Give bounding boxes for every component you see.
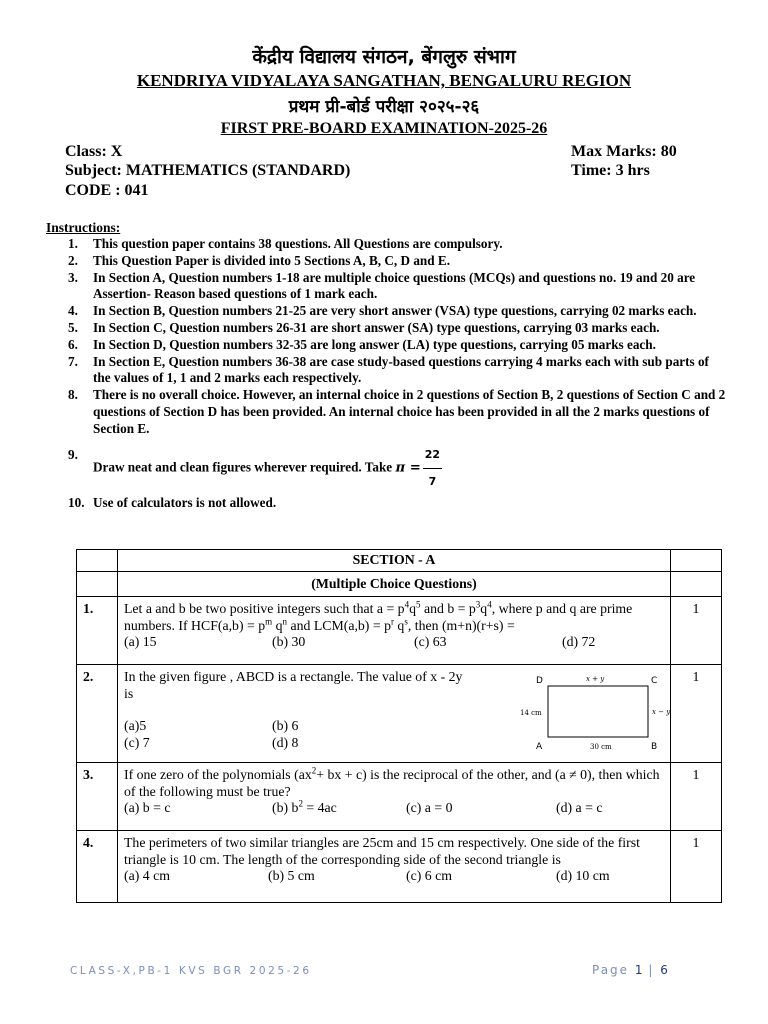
- instruction-text: In Section E, Question numbers 36-38 are case study-based questions carrying 4 marks each with sub parts of the values of 1, 1 and 2 marks each respectively.: [93, 353, 709, 386]
- section-subtitle-row: [77, 571, 722, 597]
- footer-page-indicator: [592, 963, 668, 977]
- instruction-text: In Section D, Question numbers 32-35 are long answer (LA) type questions, carrying 05 marks each.: [93, 336, 656, 352]
- instruction-text: In Section C, Question numbers 26-31 are short answer (SA) type questions, carrying 03 marks each.: [93, 319, 660, 335]
- instruction-text: This Question Paper is divided into 5 Sections A, B, C, D and E.: [93, 252, 450, 268]
- instruction-text: There is no overall choice. However, an internal choice in 2 questions of Section B, 2 questions of Section C and 2 questions of Section D has been provided. An internal choice has been provided in all the 2 marks questions of Section E.: [93, 387, 726, 436]
- empty-cell: [671, 571, 722, 597]
- top-side-label: x + y: [586, 675, 605, 683]
- option-a: (a) b = c: [124, 800, 171, 815]
- question-number: 4.: [77, 831, 118, 903]
- pi-fraction: [423, 442, 442, 495]
- option-a: (a) 4 cm: [124, 868, 170, 883]
- time-label: Time: 3 hrs: [571, 162, 650, 179]
- instruction-text: This question paper contains 38 questions. All Questions are compulsory.: [93, 236, 503, 251]
- footer-class-label: CLASS-X,PB-1 KVS BGR 2025-26: [70, 965, 312, 977]
- instruction-text: In Section A, Question numbers 1-18 are multiple choice questions (MCQs) and questions no. 19 and 20 are Assertion- Reason based questions of 1 mark each.: [93, 269, 696, 302]
- option-b: (b) 5 cm: [268, 868, 315, 883]
- question-row: [77, 763, 722, 831]
- instruction-number: 8.: [68, 387, 78, 403]
- instruction-text: Use of calculators is not allowed.: [93, 494, 277, 510]
- question-number: 3.: [77, 763, 118, 831]
- question-marks: 1: [671, 597, 722, 665]
- instruction-item: [46, 320, 726, 337]
- vertex-b: B: [651, 742, 658, 752]
- instructions-list: [46, 236, 726, 511]
- instruction-number: 3.: [68, 269, 78, 285]
- option-c: (c) 7: [124, 734, 150, 750]
- question-body: [118, 763, 671, 831]
- left-side-label: 14 cm: [520, 709, 542, 717]
- empty-cell: [671, 550, 722, 572]
- instruction-item: [46, 270, 726, 304]
- rectangle-figure: [516, 669, 686, 759]
- question-text: The perimeters of two similar triangles are 25cm and 15 cm respectively. One side of the first triangle is 10 cm. The length of the corresponding side of the second triangle is: [124, 835, 640, 867]
- max-marks-label: Max Marks: 80: [571, 143, 677, 160]
- vertex-d: D: [536, 676, 543, 686]
- option-d: (d) 10 cm: [556, 868, 610, 883]
- vertex-a: A: [536, 742, 543, 752]
- question-body: [118, 665, 671, 763]
- instruction-number: 6.: [68, 336, 78, 352]
- instruction-item: [46, 253, 726, 270]
- instruction-number: 1.: [68, 236, 78, 251]
- option-c: (c) a = 0: [406, 800, 453, 815]
- options: [124, 634, 664, 651]
- subject-label: Subject: MATHEMATICS (STANDARD): [65, 162, 351, 179]
- instruction-item: [46, 387, 726, 437]
- option-d: (d) a = c: [556, 800, 603, 815]
- fraction-denominator: 7: [428, 474, 437, 488]
- question-row: [77, 831, 722, 903]
- org-title: KENDRIYA VIDYALAYA SANGATHAN, BENGALURU REGION: [136, 71, 632, 90]
- instructions-heading: Instructions:: [46, 220, 121, 235]
- question-row: [77, 597, 722, 665]
- question-row: [77, 665, 722, 763]
- empty-cell: [77, 571, 118, 597]
- page-number: 1: [634, 963, 643, 977]
- option-c: (c) 63: [414, 634, 447, 649]
- option-b: (b) 6: [272, 718, 299, 733]
- questions-table: [76, 549, 722, 903]
- question-text: Let a and b be two positive integers such that $a = p^4q^5$ and $b = p^3q^4$, where p and q are prime numbers. If $HCF(a,b) = p^m$ $q^n$ and $LCM(a,b) = p^r$ $q^s$, then (m+n)(r+s) =: [124, 599, 633, 633]
- question-number: 1.: [77, 597, 118, 665]
- section-title: SECTION - A: [118, 550, 671, 572]
- option-c: (c) 6 cm: [406, 868, 452, 883]
- instruction-number: 4.: [68, 303, 78, 319]
- question-text: If one zero of the polynomials ($ax^2+$ bx + c) is the reciprocal of the other, and (a ≠ 0), then which of the following must be true?: [124, 765, 660, 799]
- option-d: (d) 72: [562, 634, 596, 649]
- option-a: (a) 15: [124, 634, 157, 649]
- question-marks: 1: [671, 665, 722, 763]
- question-body: [118, 831, 671, 903]
- instruction-number: 9.: [68, 446, 78, 462]
- instruction-item: [46, 303, 726, 320]
- instruction-number: 7.: [68, 353, 78, 369]
- instruction-item: [46, 442, 726, 495]
- fraction-numerator: 22: [423, 442, 442, 469]
- question-number: 2.: [77, 665, 118, 763]
- option-a: (a)5: [124, 718, 147, 733]
- page-total: 6: [660, 963, 668, 977]
- options: [124, 800, 664, 817]
- instruction-item: [46, 337, 726, 354]
- rectangle-abcd: [548, 686, 648, 737]
- page-label: Page: [592, 963, 630, 977]
- section-subtitle: (Multiple Choice Questions): [118, 571, 671, 597]
- question-text: In the given figure , ABCD is a rectangle. The value of x - 2y is: [124, 669, 463, 701]
- section-title-row: [77, 550, 722, 572]
- instruction-item: [46, 354, 726, 388]
- right-side-label: x − y: [652, 708, 671, 716]
- instruction-number: 10.: [68, 494, 85, 510]
- bottom-side-label: 30 cm: [590, 743, 612, 751]
- page-separator: |: [648, 963, 655, 977]
- option-b: (b) $b^2 = 4ac$: [272, 798, 337, 815]
- pi-symbol: π =: [395, 460, 421, 476]
- code-label: CODE : 041: [65, 182, 149, 199]
- options: [124, 868, 664, 885]
- empty-cell: [77, 550, 118, 572]
- question-body: [118, 597, 671, 665]
- question-marks: 1: [671, 831, 722, 903]
- instruction-number: 5.: [68, 319, 78, 335]
- option-d: (d) 8: [272, 734, 299, 750]
- hindi-org-title: केंद्रीय विद्यालय संगठन, बेंगलुरु संभाग: [252, 46, 516, 68]
- instruction-item: [46, 236, 726, 253]
- exam-title: FIRST PRE-BOARD EXAMINATION-2025-26: [220, 120, 548, 137]
- instruction-item: [46, 495, 726, 512]
- instruction-text: Draw neat and clean figures wherever required. Take: [93, 459, 393, 475]
- class-label: Class: X: [65, 143, 123, 160]
- hindi-exam-title: प्रथम प्री-बोर्ड परीक्षा २०२५-२६: [288, 97, 480, 117]
- instruction-text: In Section B, Question numbers 21-25 are very short answer (VSA) type questions, carrying 02 marks each.: [93, 303, 697, 319]
- instruction-number: 2.: [68, 252, 78, 268]
- vertex-c: C: [651, 676, 658, 686]
- option-b: (b) 30: [272, 634, 306, 649]
- question-marks: 1: [671, 763, 722, 831]
- options: [124, 718, 424, 751]
